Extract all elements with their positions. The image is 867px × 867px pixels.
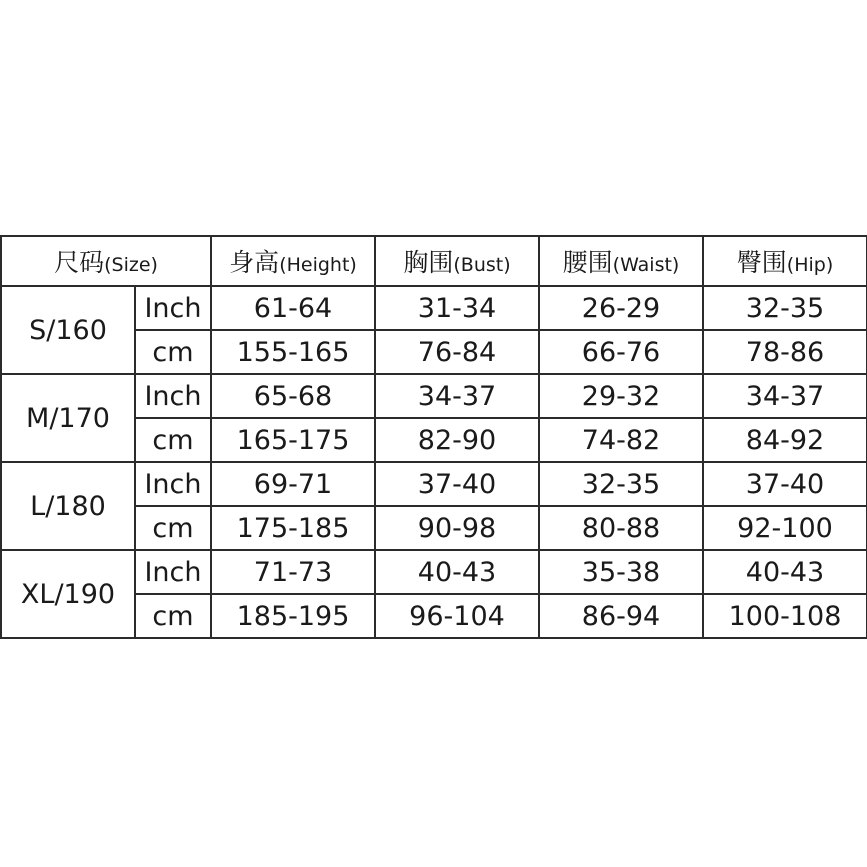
header-size-en: (Size) — [104, 254, 158, 276]
bust-value: 76-84 — [375, 330, 539, 374]
height-value: 65-68 — [211, 374, 375, 418]
unit-label: Inch — [135, 462, 211, 506]
height-value: 71-73 — [211, 550, 375, 594]
hip-value: 40-43 — [703, 550, 867, 594]
hip-value: 32-35 — [703, 286, 867, 330]
hip-value: 78-86 — [703, 330, 867, 374]
table-row — [1, 374, 867, 418]
height-value: 69-71 — [211, 462, 375, 506]
size-label: L/180 — [1, 462, 135, 550]
waist-value: 66-76 — [539, 330, 703, 374]
size-label: XL/190 — [1, 550, 135, 638]
waist-value: 74-82 — [539, 418, 703, 462]
unit-label: cm — [135, 594, 211, 638]
header-row — [1, 236, 867, 286]
hip-value: 100-108 — [703, 594, 867, 638]
hip-value: 84-92 — [703, 418, 867, 462]
bust-value: 31-34 — [375, 286, 539, 330]
unit-label: cm — [135, 506, 211, 550]
unit-label: Inch — [135, 374, 211, 418]
header-size-zh: 尺码 — [54, 248, 105, 277]
hip-value: 37-40 — [703, 462, 867, 506]
unit-label: Inch — [135, 550, 211, 594]
hip-value: 92-100 — [703, 506, 867, 550]
header-hip — [703, 236, 867, 286]
header-height — [211, 236, 375, 286]
size-label: M/170 — [1, 374, 135, 462]
waist-value: 86-94 — [539, 594, 703, 638]
bust-value: 82-90 — [375, 418, 539, 462]
hip-value: 34-37 — [703, 374, 867, 418]
header-waist-en: (Waist) — [612, 254, 680, 276]
header-size — [1, 236, 211, 286]
header-hip-zh: 臀围 — [736, 248, 787, 277]
unit-label: cm — [135, 330, 211, 374]
header-bust — [375, 236, 539, 286]
bust-value: 96-104 — [375, 594, 539, 638]
table-row — [1, 462, 867, 506]
header-height-en: (Height) — [279, 254, 357, 276]
bust-value: 37-40 — [375, 462, 539, 506]
header-bust-en: (Bust) — [453, 254, 511, 276]
waist-value: 29-32 — [539, 374, 703, 418]
table-row — [1, 286, 867, 330]
height-value: 185-195 — [211, 594, 375, 638]
header-waist — [539, 236, 703, 286]
header-hip-en: (Hip) — [786, 254, 834, 276]
height-value: 175-185 — [211, 506, 375, 550]
height-value: 155-165 — [211, 330, 375, 374]
waist-value: 35-38 — [539, 550, 703, 594]
header-waist-zh: 腰围 — [562, 248, 613, 277]
waist-value: 32-35 — [539, 462, 703, 506]
height-value: 61-64 — [211, 286, 375, 330]
unit-label: cm — [135, 418, 211, 462]
table-row — [1, 550, 867, 594]
bust-value: 90-98 — [375, 506, 539, 550]
header-height-zh: 身高 — [229, 248, 280, 277]
bust-value: 34-37 — [375, 374, 539, 418]
header-bust-zh: 胸围 — [403, 248, 454, 277]
height-value: 165-175 — [211, 418, 375, 462]
waist-value: 26-29 — [539, 286, 703, 330]
bust-value: 40-43 — [375, 550, 539, 594]
unit-label: Inch — [135, 286, 211, 330]
size-chart-table — [0, 235, 867, 639]
waist-value: 80-88 — [539, 506, 703, 550]
size-label: S/160 — [1, 286, 135, 374]
